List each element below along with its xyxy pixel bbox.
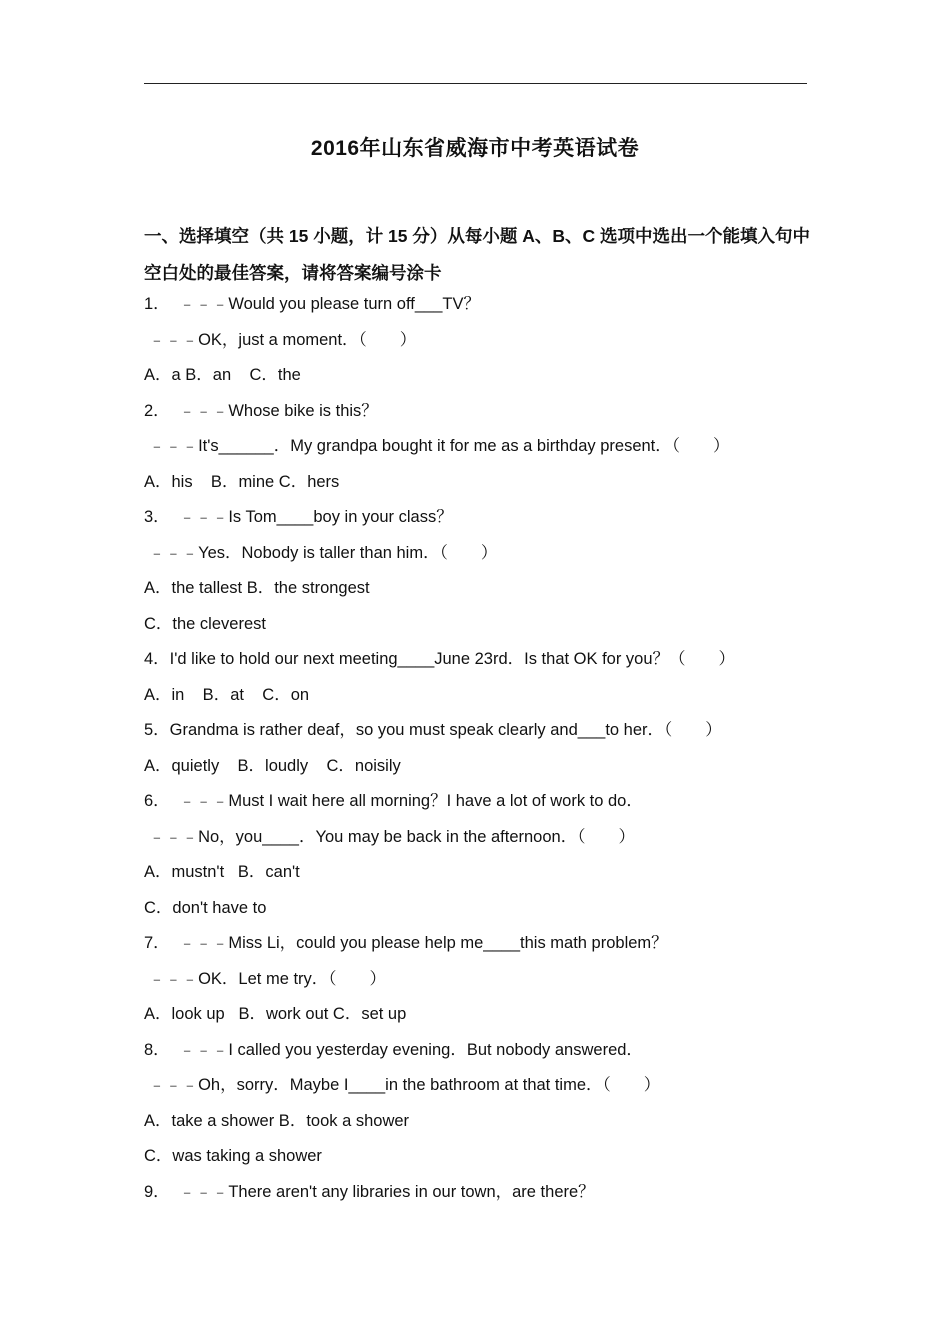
page-title: 2016年山东省威海市中考英语试卷 — [310, 137, 640, 160]
question-1-options: A．a B．an C．the — [144, 366, 301, 384]
question-2-stem: 2． ﹣﹣﹣Whose bike is this？ — [144, 401, 378, 420]
question-6-options-cont: C．don't have to — [144, 898, 267, 917]
question-2-reply: ﹣﹣﹣It's______．My grandpa bought it for me as a birthday present．（ ） — [144, 437, 730, 455]
question-6-stem: 6． ﹣﹣﹣Must I wait here all morning？I have a lot of work to do． — [144, 792, 643, 810]
header-rule — [144, 83, 807, 84]
question-8-options-cont: C．was taking a shower — [144, 1147, 322, 1165]
question-1-reply: ﹣﹣﹣OK，just a moment．（ ） — [144, 330, 417, 349]
section-heading: 一、选择填空（共 15 小题，计 15 分）从每小题 A、B、C 选项中选出一个能填入句中空白处的最佳答案，请将答案编号涂卡 — [144, 226, 811, 283]
question-9-stem: 9． ﹣﹣﹣There aren't any libraries in our town，are there？ — [144, 1182, 595, 1201]
question-3-reply: ﹣﹣﹣Yes．Nobody is taller than him．（ ） — [144, 543, 498, 562]
question-1-stem: 1． ﹣﹣﹣Would you please turn off___TV？ — [144, 295, 480, 313]
question-6-options: A．mustn't B．can't — [144, 863, 300, 881]
question-5-options: A．quietly B．loudly C．noisily — [144, 756, 401, 775]
question-4-options: A．in B．at C．on — [144, 685, 310, 704]
question-7-stem: 7． ﹣﹣﹣Miss Li，could you please help me____this math problem？ — [144, 934, 668, 952]
question-list — [144, 287, 824, 1210]
question-8-reply: ﹣﹣﹣Oh，sorry．Maybe I____in the bathroom at that time．（ ） — [144, 1076, 661, 1094]
question-6-reply: ﹣﹣﹣No，you____．You may be back in the afternoon．（ ） — [144, 827, 635, 846]
question-7-options: A．look up B．work out C．set up — [144, 1005, 407, 1023]
question-8-options: A．take a shower B．took a shower — [144, 1111, 410, 1130]
question-3-stem: 3． ﹣﹣﹣Is Tom____boy in your class？ — [144, 508, 453, 526]
question-8-stem: 8． ﹣﹣﹣I called you yesterday evening．But nobody answered． — [144, 1040, 643, 1059]
question-5-stem: 5．Grandma is rather deaf，so you must speak clearly and___to her．（ ） — [144, 721, 722, 739]
question-3-options: A．the tallest B．the strongest — [144, 579, 370, 597]
question-4-stem: 4．I'd like to hold our next meeting____June 23rd．Is that OK for you？（ ） — [144, 650, 736, 668]
question-3-options-cont: C．the cleverest — [144, 614, 266, 633]
question-7-reply: ﹣﹣﹣OK．Let me try．（ ） — [144, 969, 387, 988]
question-2-options: A．his B．mine C．hers — [144, 472, 340, 491]
